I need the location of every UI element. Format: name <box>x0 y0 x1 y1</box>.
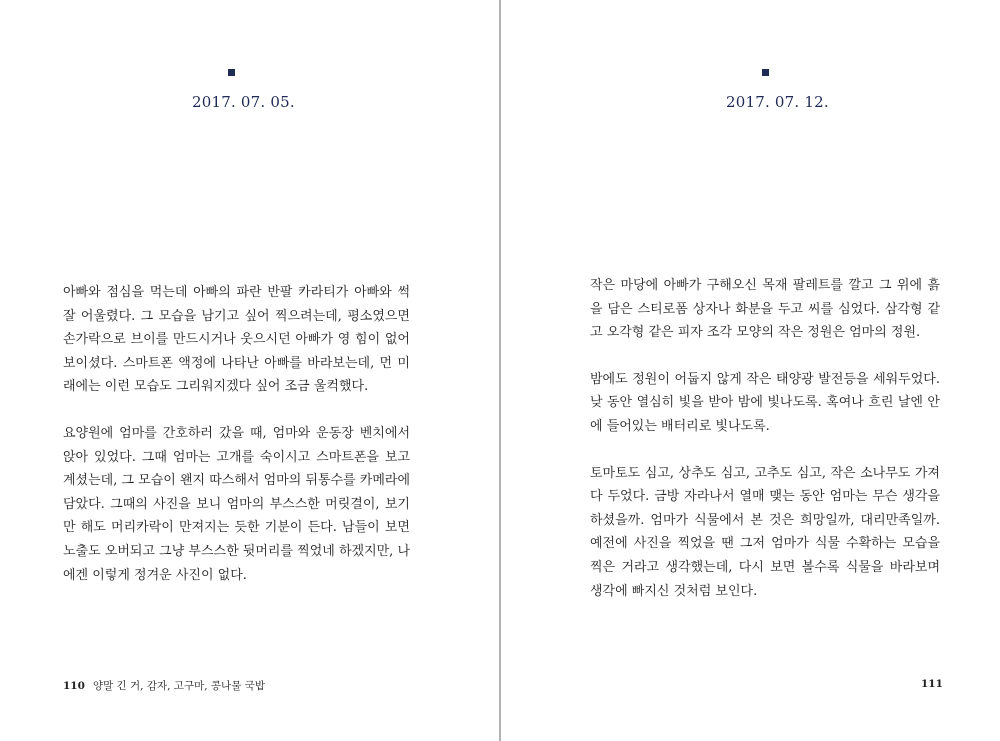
page-footer <box>63 678 265 693</box>
entry-body <box>590 274 940 626</box>
paragraph: 아빠와 점심을 먹는데 아빠의 파란 반팔 카라티가 아빠와 썩 잘 어울렸다. 그 모습을 남기고 싶어 찍으려는데, 평소였으면 손가락으로 브이를 만드시거나 웃으시던 아빠가 영 힘이 없어 보이셨다. 스마트폰 액정에 나타난 아빠를 바라보는데, 먼 미래에는 이런 모습도 그리워지겠다 싶어 조금 울컥했다. <box>63 285 410 395</box>
paragraph: 토마토도 심고, 상추도 심고, 고추도 심고, 작은 소나무도 가져다 두었다. 금방 자라나서 열매 맺는 동안 엄마는 무슨 생각을 하셨을까. 엄마가 식물에서 본 것은 희망일까, 대리만족일까. 예전에 사진을 찍었을 땐 그저 엄마가 식물 수확하는 모습을 찍은 거라고 생각했는데, 다시 보면 볼수록 식물을 바라보며 생각에 빠지신 것처럼 보인다. <box>590 465 940 599</box>
section-marker <box>762 69 769 76</box>
paragraph: 요양원에 엄마를 간호하러 갔을 때, 엄마와 운동장 벤치에서 앉아 있었다. 그때 엄마는 고개를 숙이시고 스마트폰을 보고 계셨는데, 그 모습이 왠지 따스해서 엄마의 뒤통수를 카메라에 담았다. 그때의 사진을 보니 엄마의 부스스한 머릿결이, 보기만 해도 머리카락이 만져지는 듯한 기분이 든다. 남들이 보면 노출도 오버되고 그냥 부스스한 뒷머리를 찍었네 하겠지만, 나에겐 이렇게 정겨운 사진이 없다. <box>63 425 411 583</box>
entry-date: 2017. 07. 05. <box>192 93 295 111</box>
running-title: 양말 긴 거, 감자, 고구마, 콩나물 국밥 <box>92 680 265 692</box>
page-number: 111 <box>921 678 943 690</box>
right-page <box>501 0 1000 741</box>
left-page <box>0 0 499 741</box>
paragraph: 작은 마당에 아빠가 구해오신 목재 팔레트를 깔고 그 위에 흙을 담은 스티로폼 상자나 화분을 두고 씨를 심었다. 삼각형 같고 오각형 같은 피자 조각 모양의 작은 정원은 엄마의 정원. <box>590 278 940 341</box>
section-marker <box>228 69 235 76</box>
page-number: 110 <box>63 680 85 692</box>
entry-body <box>63 281 410 610</box>
paragraph: 밤에도 정원이 어둡지 않게 작은 태양광 발전등을 세워두었다. 낮 동안 열심히 빛을 받아 밤에 빛나도록. 혹여나 흐린 날엔 안에 들어있는 배터리로 빛나도록. <box>590 371 940 434</box>
page-footer <box>921 678 951 690</box>
entry-date: 2017. 07. 12. <box>726 93 829 111</box>
